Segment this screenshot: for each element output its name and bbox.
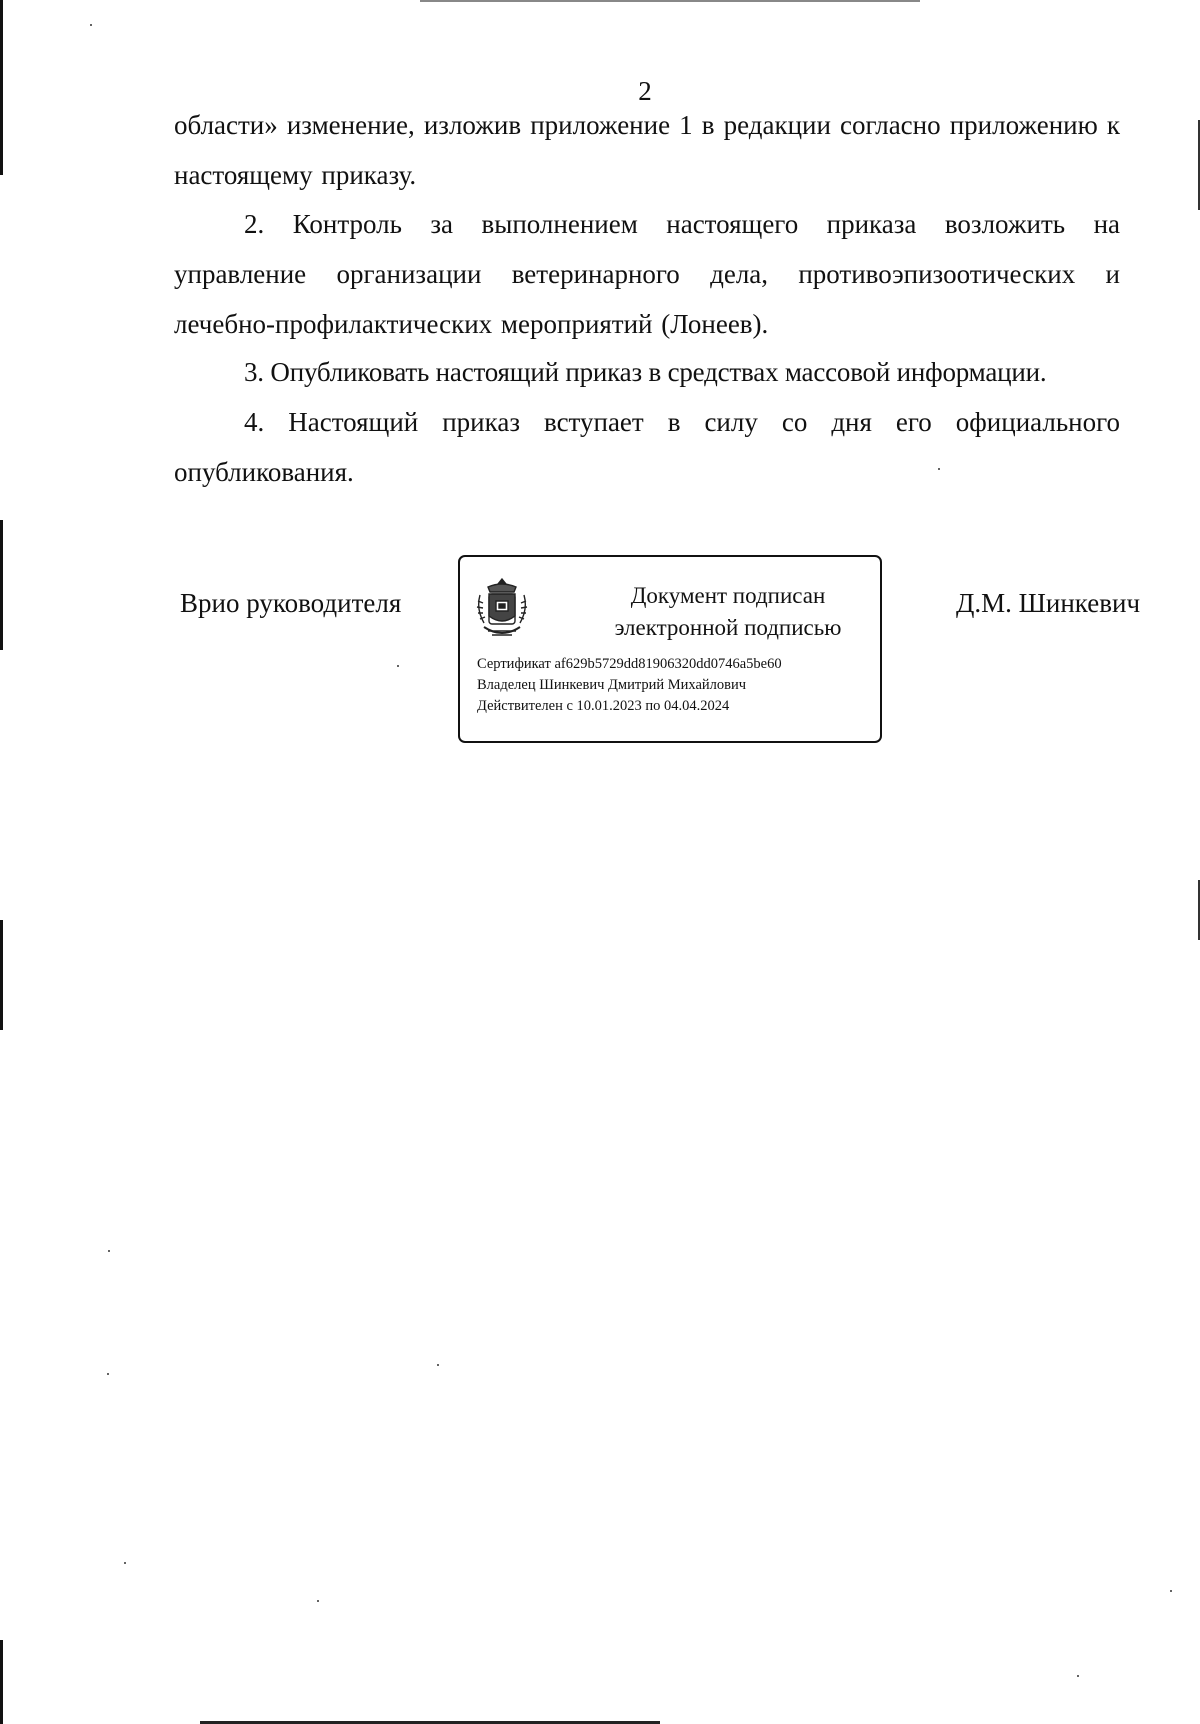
paragraph-4 [174, 397, 1120, 497]
scan-left-edge [0, 1640, 3, 1724]
scan-speck [1170, 1590, 1172, 1592]
scan-speck [317, 1600, 319, 1602]
stamp-title-line-2: электронной подписью [614, 615, 842, 640]
paragraph-2 [174, 199, 1120, 349]
scan-left-edge [0, 920, 3, 1030]
scan-speck [124, 1562, 126, 1564]
paragraph-3 [174, 347, 1120, 397]
coat-of-arms-icon [474, 577, 530, 639]
scan-speck [1077, 1675, 1079, 1677]
paragraph-3-text: 3. Опубликовать настоящий приказ в средствах массовой информации. [244, 357, 1047, 387]
stamp-certificate: Сертификат af629b5729dd81906320dd0746a5be60 [477, 656, 782, 672]
electronic-signature-stamp [458, 555, 882, 743]
stamp-validity: Действителен с 10.01.2023 по 04.04.2024 [477, 698, 730, 714]
stamp-owner: Владелец Шинкевич Дмитрий Михайлович [477, 677, 747, 693]
paragraph-1 [174, 100, 1120, 200]
scan-speck [108, 1250, 110, 1252]
scan-speck [437, 1364, 439, 1366]
stamp-title [578, 580, 878, 644]
scan-speck [397, 665, 399, 667]
stamp-title-line-1: Документ подписан [630, 583, 826, 608]
paragraph-1-text: области» изменение, изложив приложение 1 в редакции согласно приложению к настоящему приказу. [174, 110, 1120, 190]
stamp-details [477, 654, 877, 717]
signatory-name: Д.М. Шинкевич [956, 588, 1141, 618]
scan-left-edge [0, 0, 3, 175]
scan-speck [90, 24, 92, 26]
signatory-position: Врио руководителя [180, 588, 402, 618]
paragraph-4-text: 4. Настоящий приказ вступает в силу со дня его официального опубликования. [174, 407, 1120, 487]
scan-top-rule [420, 0, 920, 2]
page-number: 2 [638, 76, 652, 106]
scan-speck [107, 1373, 109, 1375]
paragraph-2-text: 2. Контроль за выполнением настоящего приказа возложить на управление организации ветеринарного дела, противоэпизоотических и лечебно-профилактических мероприятий (Лонеев). [174, 209, 1120, 339]
scan-left-edge [0, 520, 3, 650]
